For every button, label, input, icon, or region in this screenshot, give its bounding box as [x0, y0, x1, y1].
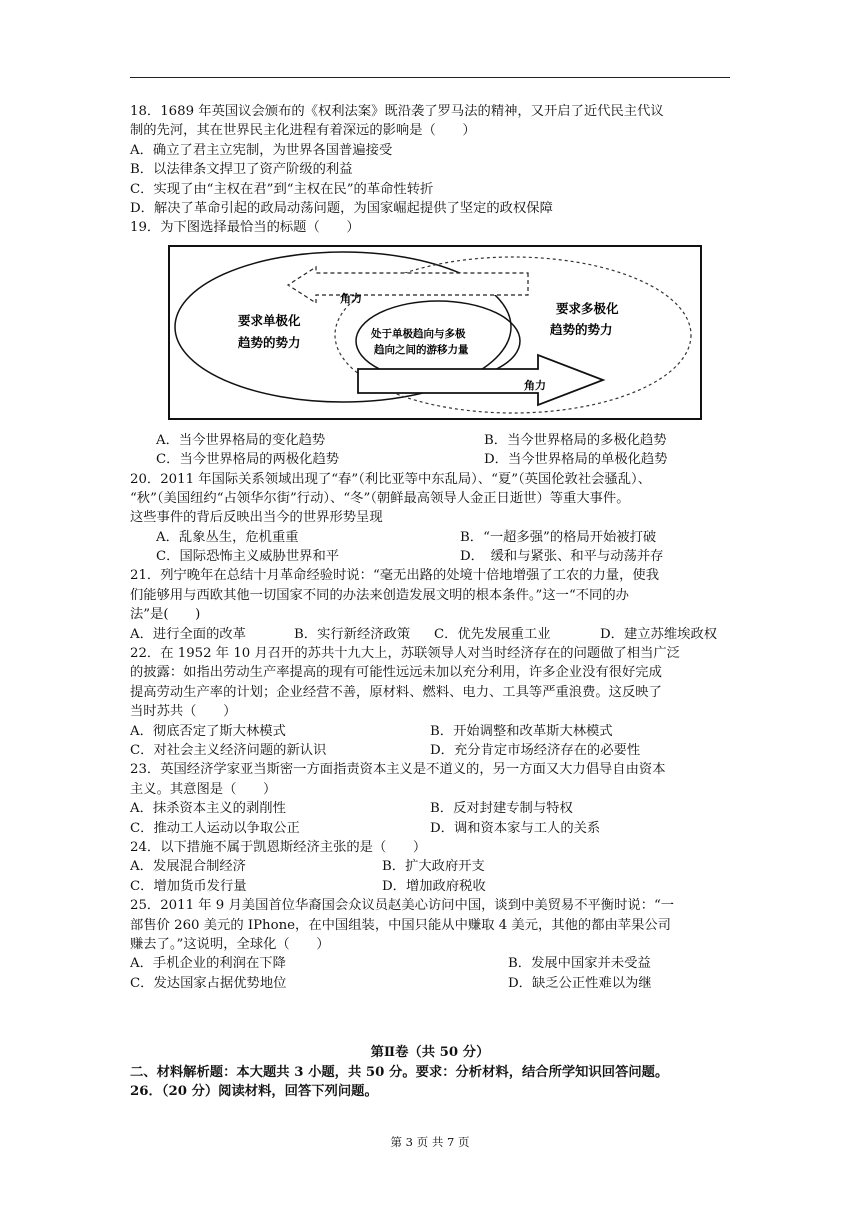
q22-stem-line2: 的披露：如指出劳动生产率提高的现有可能性远远未加以充分利用，许多企业没有很好完成 [130, 665, 662, 681]
q21-option-a: A．进行全面的改革 [130, 626, 246, 642]
q19-diagram [168, 245, 702, 420]
q23-stem-line2: 主义。其意图是（ ） [130, 781, 277, 797]
top-arrow-label: 角力 [340, 292, 362, 305]
q25-stem-line1: 25．2011 年 9 月美国首位华裔国会众议员赵美心访问中国，谈到中美贸易不平衡时说：“一 [130, 898, 675, 914]
q24-options-row1 [130, 857, 734, 876]
q23-option-b: B．反对封建专制与特权 [430, 801, 573, 817]
q23-options-row1 [130, 799, 734, 818]
q23-stem-line1: 23．英国经济学家亚当斯密一方面指责资本主义是不道义的，另一方面又大力倡导自由资本 [130, 762, 666, 778]
q19-stem: 19．为下图选择最恰当的标题（ ） [130, 220, 360, 236]
q22-option-c: C．对社会主义经济问题的新认识 [130, 742, 327, 758]
q25-stem-line3: 赚去了。”这说明，全球化（ ） [130, 936, 330, 952]
q24-options-row2 [130, 877, 734, 896]
q19-option-d: D．当今世界格局的单极化趋势 [484, 452, 668, 468]
q20-option-a: A．乱象丛生，危机重重 [156, 529, 299, 545]
q24-stem: 24．以下措施不属于凯恩斯经济主张的是（ ） [130, 839, 427, 855]
header-rule [130, 77, 730, 78]
q22-options-row1 [130, 722, 734, 741]
q24-option-c: C．增加货币发行量 [130, 878, 247, 894]
q20-options-row2 [130, 547, 734, 566]
q19-option-a: A．当今世界格局的变化趋势 [156, 432, 326, 448]
q19-options-row1 [130, 431, 734, 450]
q20-option-c: C．国际恐怖主义威胁世界和平 [156, 549, 340, 565]
q21-options-row [130, 625, 734, 644]
q20-option-b: B．“一超多强”的格局开始被打破 [460, 529, 657, 545]
bottom-arrow-label: 角力 [524, 379, 546, 392]
q18-option-c: C．实现了由“主权在君”到“主权在民”的革命性转折 [130, 181, 434, 197]
q21-option-b: B．实行新经济政策 [294, 626, 411, 642]
q25-option-c: C．发达国家占据优势地位 [130, 975, 287, 991]
q25-stem-line2: 部售价 260 美元的 IPhone，在中国组装，中国只能从中赚取 4 美元，其他的都由苹果公司 [130, 917, 671, 933]
q24-option-a: A．发展混合制经济 [130, 859, 246, 875]
center-label-2: 趋向之间的游移力量 [374, 344, 469, 356]
q23-option-c: C．推动工人运动以争取公正 [130, 820, 300, 836]
q21-stem-line2: 们能够用与西欧其他一切国家不同的办法来创造发展文明的根本条件。”这一“不同的办 [130, 587, 629, 603]
q25-option-b: B．发展中国家并未受益 [508, 956, 651, 972]
q25-option-a: A．手机企业的利润在下降 [130, 956, 286, 972]
q18-option-b: B．以法律条文捍卫了资产阶级的利益 [130, 162, 353, 178]
q18-option-d: D．解决了革命引起的政局动荡问题，为国家崛起提供了坚定的政权保障 [130, 200, 553, 216]
q20-options-row1 [130, 528, 734, 547]
q25-options-row2 [130, 974, 734, 993]
q21-option-d: D．建立苏维埃政权 [600, 626, 718, 642]
right-label-2: 趋势的势力 [550, 322, 613, 337]
q22-stem-line1: 22．在 1952 年 10 月召开的苏共十九大上，苏联领导人对当时经济存在的问题做了相当广泛 [130, 646, 680, 662]
q18-stem-line1: 18．1689 年英国议会颁布的《权利法案》既沿袭了罗马法的精神，又开启了近代民主代议 [130, 104, 664, 119]
q19-options-row2 [130, 450, 734, 469]
section2-line1: 二、材料解析题：本大题共 3 小题，共 50 分。要求：分析材料，结合所学知识回答问题。 [130, 1065, 669, 1080]
q25-options-row1 [130, 954, 734, 973]
q21-stem-line1: 21．列宁晚年在总结十月革命经验时说：“毫无出路的处境十倍地增强了工农的力量，使我 [130, 568, 659, 584]
q23-options-row2 [130, 819, 734, 838]
q22-stem-line4: 当时苏共（ ） [130, 704, 237, 720]
q20-stem-line2: “秋”（美国纽约“占领华尔街”行动）、“冬”（朝鲜最高领导人金正日逝世）等重大事件。 [130, 490, 630, 506]
q21-option-c: C．优先发展重工业 [434, 626, 551, 642]
q23-option-d: D．调和资本家与工人的关系 [430, 820, 601, 836]
q18-option-a: A．确立了君主立宪制，为世界各国普遍接受 [130, 142, 393, 158]
q22-options-row2 [130, 741, 734, 760]
q19-option-b: B．当今世界格局的多极化趋势 [484, 432, 667, 448]
question-list [130, 102, 734, 993]
section2-instructions [130, 1063, 668, 1102]
q23-option-a: A．抹杀资本主义的剥削性 [130, 801, 286, 817]
q20-stem-line1: 20．2011 年国际关系领域出现了“春”（利比亚等中东乱局）、“夏”（英国伦敦社会骚乱）、 [130, 471, 651, 487]
q20-option-d: D． 缓和与紧张、和平与动荡并存 [460, 549, 664, 565]
left-label-1: 要求单极化 [238, 313, 301, 328]
section2-title: 第Ⅱ卷（共 50 分） [370, 1045, 490, 1060]
q20-stem-line3: 这些事件的背后反映出当今的世界形势呈现 [130, 510, 383, 526]
q22-option-d: D．充分肯定市场经济存在的必要性 [430, 742, 641, 758]
q25-option-d: D．缺乏公正性难以为继 [508, 975, 652, 991]
page-footer: 第 3 页 共 7 页 [390, 1135, 470, 1149]
q24-option-b: B．扩大政府开支 [382, 859, 485, 875]
q22-option-b: B．开始调整和改革斯大林模式 [430, 723, 613, 739]
q22-stem-line3: 提高劳动生产率的计划；企业经营不善，原材料、燃料、电力、工具等严重浪费。这反映了 [130, 684, 662, 700]
right-label-1: 要求多极化 [556, 301, 619, 316]
section2-line2: 26．（20 分）阅读材料，回答下列问题。 [130, 1084, 378, 1100]
q22-option-a: A．彻底否定了斯大林模式 [130, 723, 286, 739]
q18-stem-line2: 制的先河，其在世界民主化进程有着深远的影响是（ ） [130, 123, 476, 139]
left-label-2: 趋势的势力 [238, 335, 301, 350]
q21-stem-line3: 法”是( ) [130, 607, 201, 623]
center-label-1: 处于单极趋向与多极 [371, 328, 466, 340]
q24-option-d: D．增加政府税收 [382, 878, 486, 894]
q19-option-c: C．当今世界格局的两极化趋势 [156, 452, 340, 468]
